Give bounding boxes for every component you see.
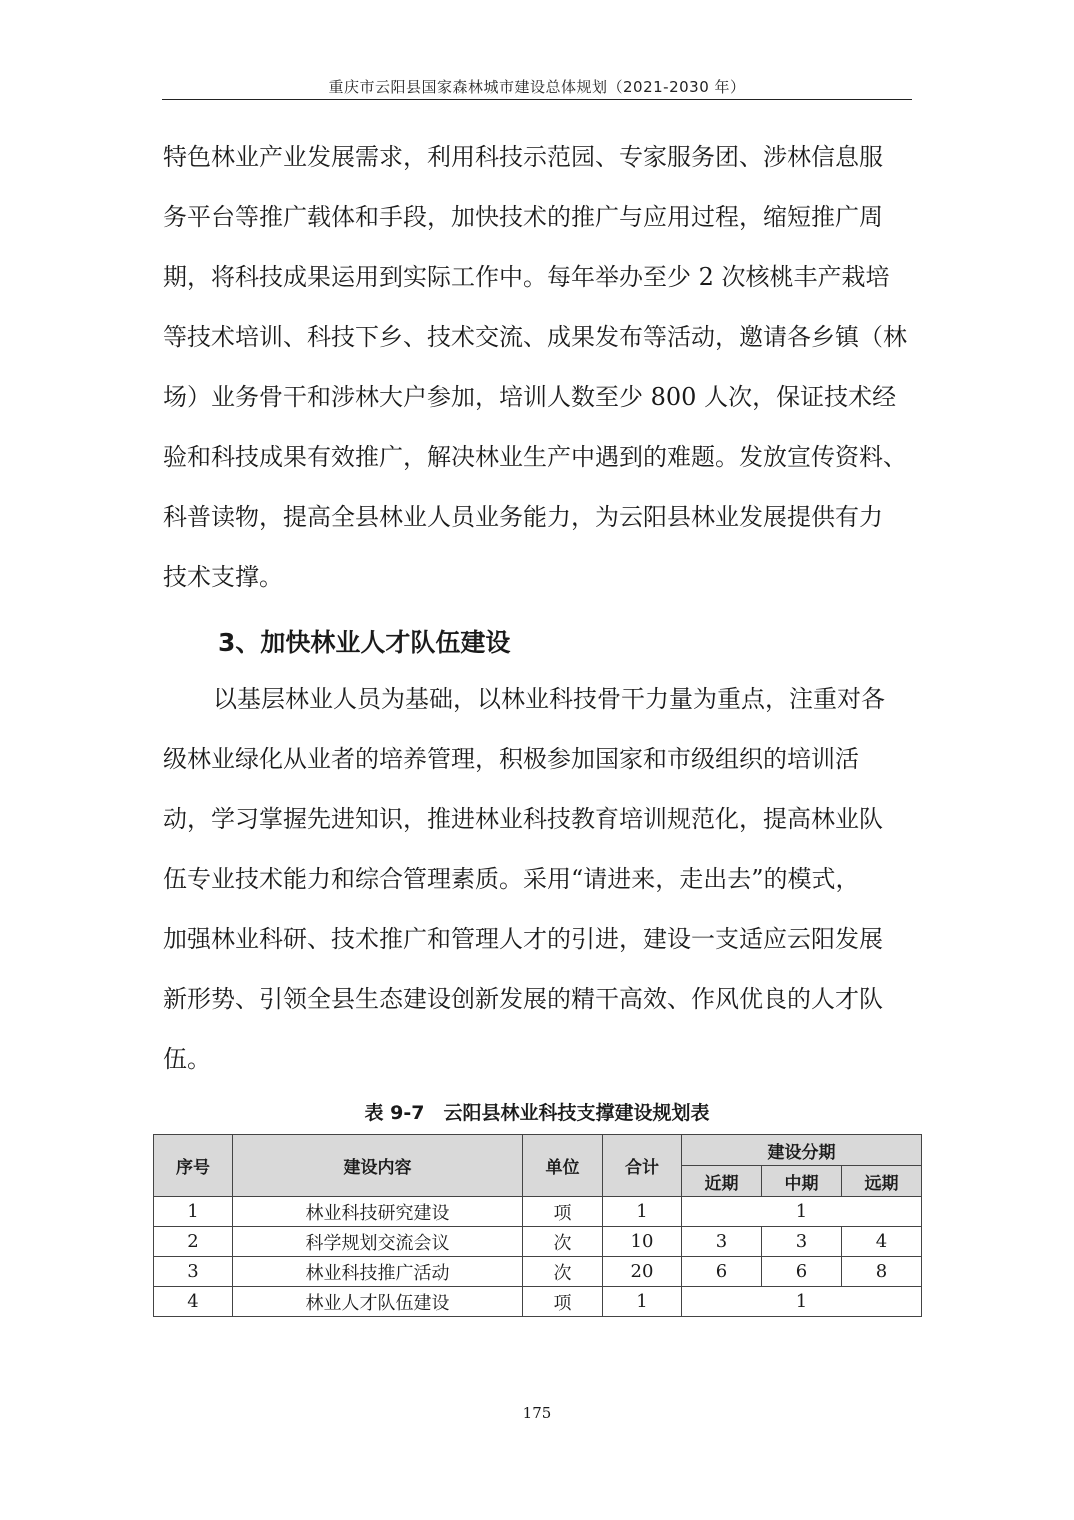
cell-seq: 2 xyxy=(154,1227,233,1257)
paragraph-line: 伍。 xyxy=(163,1045,211,1073)
cell-far: 4 xyxy=(842,1227,922,1257)
table-caption: 表 9-7 云阳县林业科技支撑建设规划表 xyxy=(364,1102,710,1124)
paragraph-line: 以基层林业人员为基础，以林业科技骨干力量为重点，注重对各 xyxy=(213,685,885,713)
cell-seq: 3 xyxy=(154,1257,233,1287)
paragraph-line: 特色林业产业发展需求，利用科技示范园、专家服务团、涉林信息服 xyxy=(163,143,883,171)
paragraph-line: 动，学习掌握先进知识，推进林业科技教育培训规范化，提高林业队 xyxy=(163,805,883,833)
header-far: 远期 xyxy=(842,1166,922,1197)
paragraph-line: 科普读物，提高全县林业人员业务能力，为云阳县林业发展提供有力 xyxy=(163,503,883,531)
header-total: 合计 xyxy=(603,1135,682,1197)
header-near: 近期 xyxy=(682,1166,762,1197)
cell-mid: 3 xyxy=(762,1227,842,1257)
paragraph-line: 级林业绿化从业者的培养管理，积极参加国家和市级组织的培训活 xyxy=(163,745,859,773)
cell-content: 林业科技研究建设 xyxy=(233,1197,523,1227)
paragraph-line: 务平台等推广载体和手段，加快技术的推广与应用过程，缩短推广周 xyxy=(163,203,883,231)
section-title: 3、加快林业人才队伍建设 xyxy=(218,628,511,657)
paragraph-line: 验和科技成果有效推广，解决林业生产中遇到的难题。发放宣传资料、 xyxy=(163,443,907,471)
cell-unit: 项 xyxy=(523,1197,603,1227)
paragraph-line: 场）业务骨干和涉林大户参加，培训人数至少 800 人次，保证技术经 xyxy=(163,383,897,411)
cell-seq: 1 xyxy=(154,1197,233,1227)
header-rule xyxy=(162,99,912,100)
cell-phase-merged: 1 xyxy=(682,1287,922,1317)
cell-total: 10 xyxy=(603,1227,682,1257)
cell-near: 6 xyxy=(682,1257,762,1287)
table-row xyxy=(154,1257,922,1287)
cell-content: 林业科技推广活动 xyxy=(233,1257,523,1287)
cell-total: 1 xyxy=(603,1197,682,1227)
table-row xyxy=(154,1287,922,1317)
cell-near: 3 xyxy=(682,1227,762,1257)
table-header-row xyxy=(154,1135,922,1166)
cell-total: 1 xyxy=(603,1287,682,1317)
cell-mid: 6 xyxy=(762,1257,842,1287)
cell-seq: 4 xyxy=(154,1287,233,1317)
cell-unit: 次 xyxy=(523,1257,603,1287)
table-row xyxy=(154,1227,922,1257)
cell-content: 林业人才队伍建设 xyxy=(233,1287,523,1317)
header-mid: 中期 xyxy=(762,1166,842,1197)
paragraph-line: 新形势、引领全县生态建设创新发展的精干高效、作风优良的人才队 xyxy=(163,985,883,1013)
paragraph-line: 技术支撑。 xyxy=(163,563,283,591)
header-phase: 建设分期 xyxy=(682,1135,922,1166)
cell-far: 8 xyxy=(842,1257,922,1287)
plan-table xyxy=(153,1134,922,1317)
paragraph-line: 伍专业技术能力和综合管理素质。采用“请进来，走出去”的模式， xyxy=(163,865,860,893)
cell-unit: 次 xyxy=(523,1227,603,1257)
cell-unit: 项 xyxy=(523,1287,603,1317)
table-row xyxy=(154,1197,922,1227)
paragraph-line: 加强林业科研、技术推广和管理人才的引进，建设一支适应云阳发展 xyxy=(163,925,883,953)
header-unit: 单位 xyxy=(523,1135,603,1197)
page-header: 重庆市云阳县国家森林城市建设总体规划（2021-2030 年） xyxy=(328,78,746,96)
cell-content: 科学规划交流会议 xyxy=(233,1227,523,1257)
cell-phase-merged: 1 xyxy=(682,1197,922,1227)
cell-total: 20 xyxy=(603,1257,682,1287)
paragraph-line: 等技术培训、科技下乡、技术交流、成果发布等活动，邀请各乡镇（林 xyxy=(163,323,907,351)
header-seq: 序号 xyxy=(154,1135,233,1197)
paragraph-line: 期，将科技成果运用到实际工作中。每年举办至少 2 次核桃丰产栽培 xyxy=(163,263,890,291)
page-number: 175 xyxy=(522,1404,552,1422)
header-content: 建设内容 xyxy=(233,1135,523,1197)
